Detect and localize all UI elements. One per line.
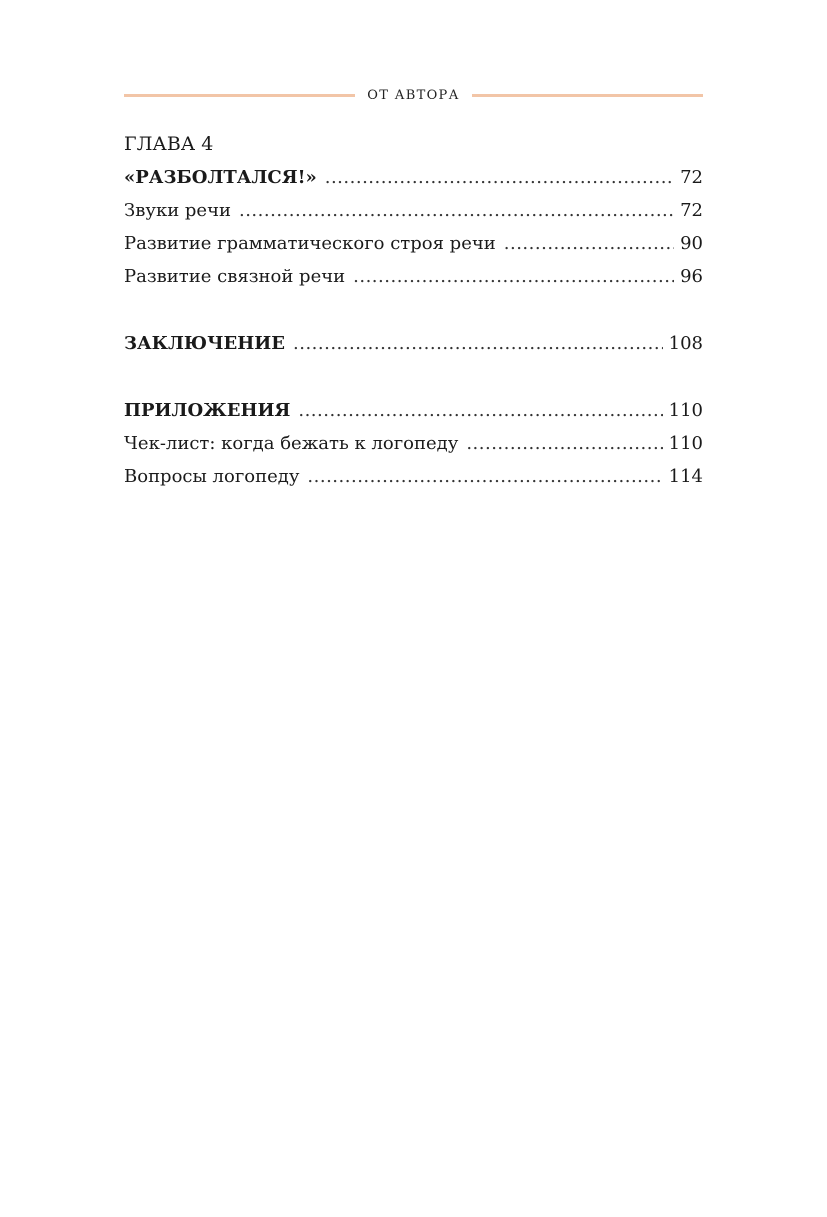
toc-entry-page: 114	[668, 466, 703, 487]
toc-entry-title: Чек-лист: когда бежать к логопеду	[124, 433, 459, 454]
toc-entry-chapter-title[interactable]	[124, 161, 703, 194]
toc-entry-questions[interactable]	[124, 460, 703, 493]
dot-leader	[298, 394, 662, 427]
toc-entry-page: 72	[680, 200, 703, 221]
section-spacer	[124, 360, 703, 394]
header-title: ОТ АВТОРА	[367, 87, 460, 103]
toc-entry-title: ПРИЛОЖЕНИЯ	[124, 400, 291, 421]
dot-leader	[504, 227, 674, 260]
section-spacer	[124, 293, 703, 327]
toc-entry-page: 90	[680, 233, 703, 254]
toc-entry-coherent-speech[interactable]	[124, 260, 703, 293]
header-rule-left	[124, 94, 355, 97]
toc-entry-page: 72	[680, 167, 703, 188]
toc-entry-page: 108	[668, 333, 703, 354]
running-header	[124, 84, 703, 106]
dot-leader	[466, 427, 662, 460]
toc-entry-title: Звуки речи	[124, 200, 231, 221]
dot-leader	[353, 260, 674, 293]
toc-entry-checklist[interactable]	[124, 427, 703, 460]
toc-entry-title: Развитие связной речи	[124, 266, 346, 287]
toc-entry-title: «РАЗБОЛТАЛСЯ!»	[124, 167, 317, 188]
table-of-contents	[124, 128, 703, 493]
toc-entry-title: Развитие грамматического строя речи	[124, 233, 496, 254]
toc-entry-page: 110	[668, 433, 703, 454]
dot-leader	[307, 460, 662, 493]
dot-leader	[239, 194, 674, 227]
toc-entry-appendices[interactable]	[124, 394, 703, 427]
toc-entry-title: ЗАКЛЮЧЕНИЕ	[124, 333, 285, 354]
toc-entry-grammar[interactable]	[124, 227, 703, 260]
chapter-label: ГЛАВА 4	[124, 133, 214, 155]
toc-entry-conclusion[interactable]	[124, 327, 703, 360]
dot-leader	[325, 161, 674, 194]
toc-entry-title: Вопросы логопеду	[124, 466, 300, 487]
header-rule-right	[472, 94, 703, 97]
toc-entry-sounds[interactable]	[124, 194, 703, 227]
toc-entry-page: 96	[680, 266, 703, 287]
dot-leader	[293, 327, 663, 360]
toc-entry-page: 110	[668, 400, 703, 421]
